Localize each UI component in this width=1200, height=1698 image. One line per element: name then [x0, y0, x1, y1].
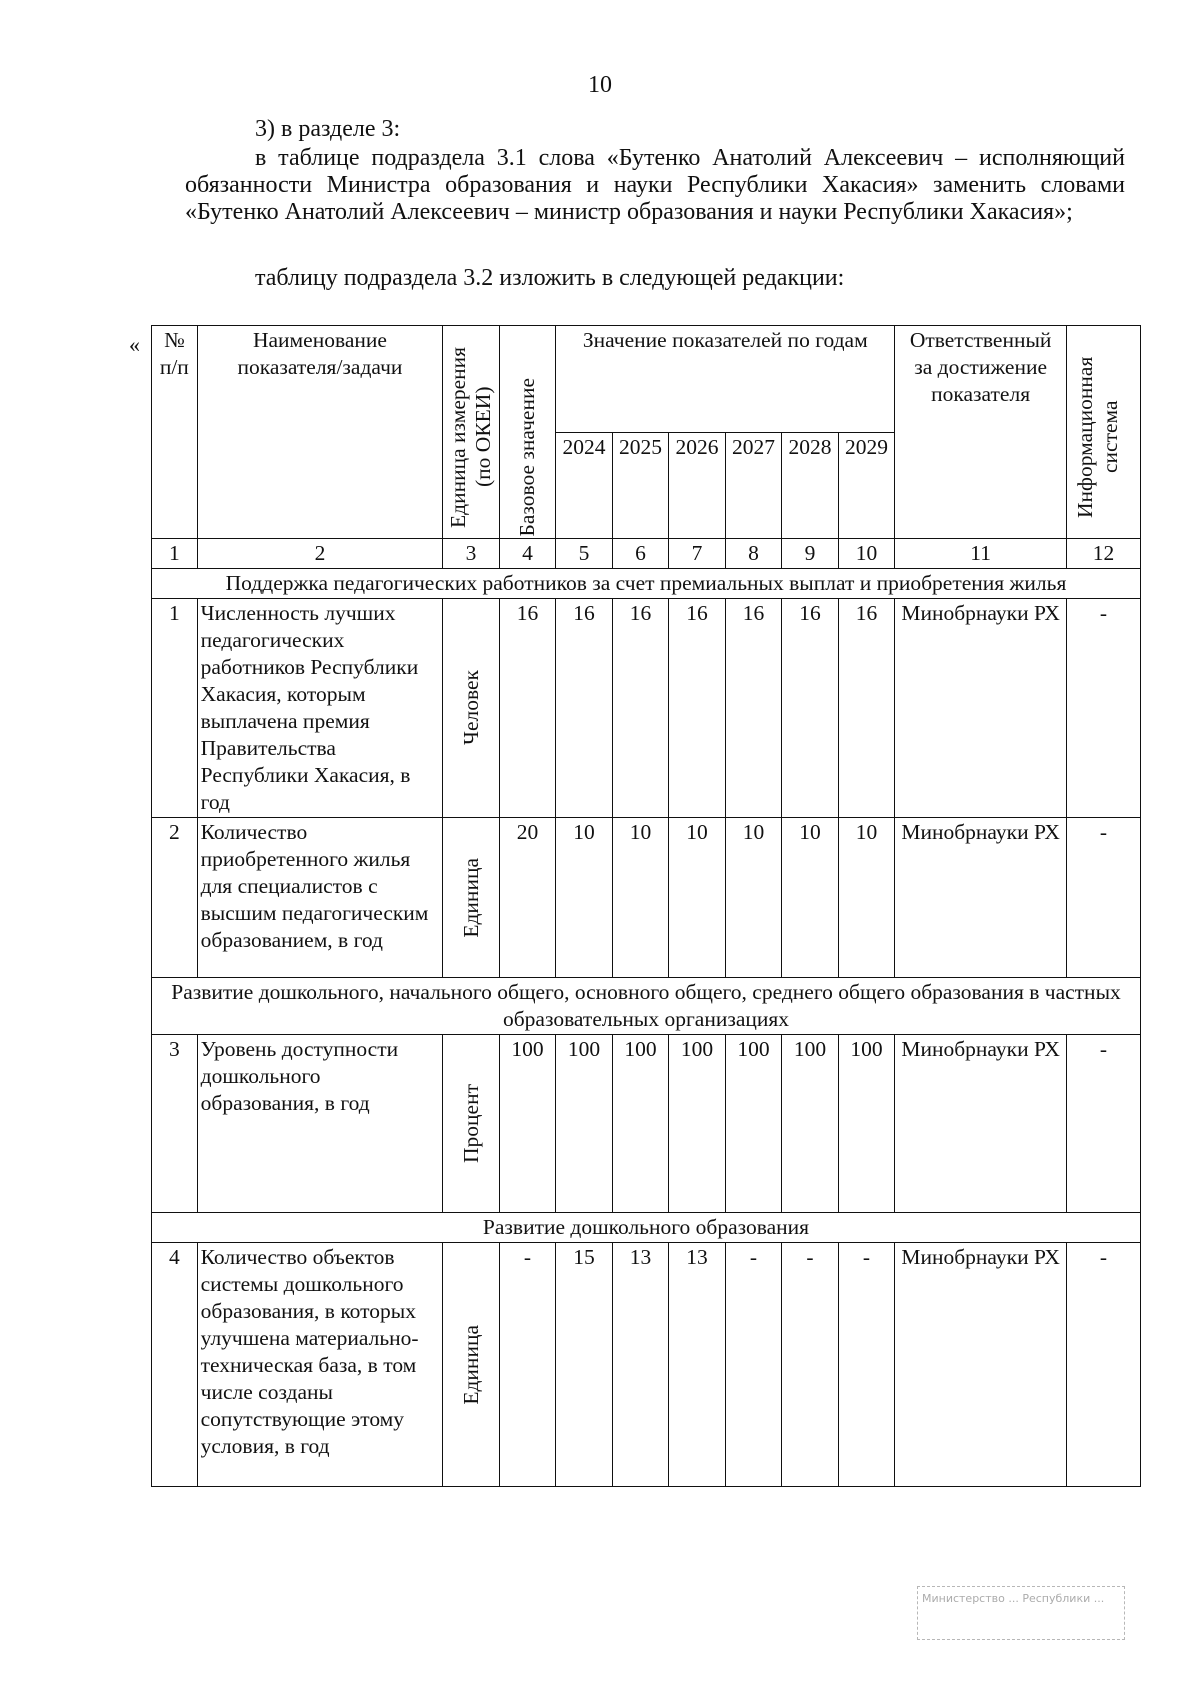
row-value: 10: [669, 818, 726, 978]
row-info-system: -: [1066, 1035, 1140, 1213]
row-value: 16: [838, 599, 895, 818]
column-number: 9: [782, 539, 839, 569]
row-num: 4: [152, 1243, 198, 1487]
row-info-system: -: [1066, 1243, 1140, 1487]
row-unit: Единица: [443, 1243, 500, 1487]
header-info-system: Информационная система: [1066, 326, 1140, 539]
row-value: 10: [725, 818, 782, 978]
section-row: [152, 569, 1141, 599]
header-name: Наименование показателя/задачи: [197, 326, 443, 539]
row-value: 100: [612, 1035, 669, 1213]
row-unit: Процент: [443, 1035, 500, 1213]
row-value: 15: [556, 1243, 613, 1487]
row-value: 100: [556, 1035, 613, 1213]
column-number: 12: [1066, 539, 1140, 569]
header-responsible: Ответственный за достижение показателя: [895, 326, 1067, 539]
row-value: -: [782, 1243, 839, 1487]
row-name: Численность лучших педагогических работников Республики Хакасия, которым выплачена премия Правительства Республики Хакасия, в год: [197, 599, 443, 818]
column-number: 8: [725, 539, 782, 569]
row-base: 16: [499, 599, 556, 818]
row-value: 100: [782, 1035, 839, 1213]
column-number: 2: [197, 539, 443, 569]
header-year: 2028: [782, 432, 839, 539]
row-value: 16: [556, 599, 613, 818]
column-number: 6: [612, 539, 669, 569]
row-base: 100: [499, 1035, 556, 1213]
row-num: 3: [152, 1035, 198, 1213]
row-value: -: [725, 1243, 782, 1487]
header-unit: Единица измерения (по ОКЕИ): [443, 326, 500, 539]
column-number: 7: [669, 539, 726, 569]
table-row: [152, 818, 1141, 978]
row-value: 100: [669, 1035, 726, 1213]
row-base: -: [499, 1243, 556, 1487]
row-value: 13: [669, 1243, 726, 1487]
header-base: Базовое значение: [499, 326, 556, 539]
column-numbers-row: [152, 539, 1141, 569]
row-value: 16: [669, 599, 726, 818]
column-number: 10: [838, 539, 895, 569]
open-quote: «: [129, 332, 140, 357]
section-title: Развитие дошкольного образования: [152, 1213, 1141, 1243]
column-number: 1: [152, 539, 198, 569]
section-row: [152, 1213, 1141, 1243]
row-info-system: -: [1066, 818, 1140, 978]
header-year: 2025: [612, 432, 669, 539]
intro-paragraph: в таблице подраздела 3.1 слова «Бутенко Анатолий Алексеевич – исполняющий обязанности Министра образования и науки Республики Хакасия» заменить словами «Бутенко Анатолий Алексеевич – министр образования и науки Республики Хакасия»;: [185, 145, 1125, 225]
row-responsible: Минобрнауки РХ: [895, 818, 1067, 978]
header-year: 2027: [725, 432, 782, 539]
header-num: № п/п: [152, 326, 198, 539]
column-number: 5: [556, 539, 613, 569]
row-responsible: Минобрнауки РХ: [895, 1243, 1067, 1487]
table-row: [152, 1035, 1141, 1213]
row-value: 10: [838, 818, 895, 978]
header-year: 2029: [838, 432, 895, 539]
column-number: 3: [443, 539, 500, 569]
row-value: 16: [725, 599, 782, 818]
header-year: 2024: [556, 432, 613, 539]
table-row: [152, 1243, 1141, 1487]
row-responsible: Минобрнауки РХ: [895, 599, 1067, 818]
row-value: 13: [612, 1243, 669, 1487]
row-unit: Единица: [443, 818, 500, 978]
intro-line-1: 3) в разделе 3:: [255, 116, 401, 142]
row-value: 10: [556, 818, 613, 978]
row-value: 100: [838, 1035, 895, 1213]
table-row: [152, 599, 1141, 818]
page-number: 10: [588, 72, 612, 98]
column-number: 11: [895, 539, 1067, 569]
row-value: 10: [782, 818, 839, 978]
row-num: 1: [152, 599, 198, 818]
row-name: Уровень доступности дошкольного образования, в год: [197, 1035, 443, 1213]
row-value: 16: [612, 599, 669, 818]
registration-stamp: Министерство ... Республики ...: [917, 1586, 1125, 1640]
section-row: [152, 978, 1141, 1035]
row-num: 2: [152, 818, 198, 978]
section-title: Поддержка педагогических работников за счет премиальных выплат и приобретения жилья: [152, 569, 1141, 599]
intro-line-3: таблицу подраздела 3.2 изложить в следующей редакции:: [255, 265, 845, 291]
header-year: 2026: [669, 432, 726, 539]
row-name: Количество объектов системы дошкольного образования, в которых улучшена материально-техническая база, в том числе созданы сопутствующие этому условия, в год: [197, 1243, 443, 1487]
row-base: 20: [499, 818, 556, 978]
row-value: 16: [782, 599, 839, 818]
row-info-system: -: [1066, 599, 1140, 818]
row-value: 10: [612, 818, 669, 978]
row-unit: Человек: [443, 599, 500, 818]
row-value: -: [838, 1243, 895, 1487]
header-row-1: [152, 326, 1141, 433]
header-values-group: Значение показателей по годам: [556, 326, 895, 433]
row-name: Количество приобретенного жилья для специалистов с высшим педагогическим образованием, в год: [197, 818, 443, 978]
column-number: 4: [499, 539, 556, 569]
row-value: 100: [725, 1035, 782, 1213]
indicators-table: [151, 325, 1141, 1487]
section-title: Развитие дошкольного, начального общего, основного общего, среднего общего образования в частных образовательных организациях: [152, 978, 1141, 1035]
row-responsible: Минобрнауки РХ: [895, 1035, 1067, 1213]
